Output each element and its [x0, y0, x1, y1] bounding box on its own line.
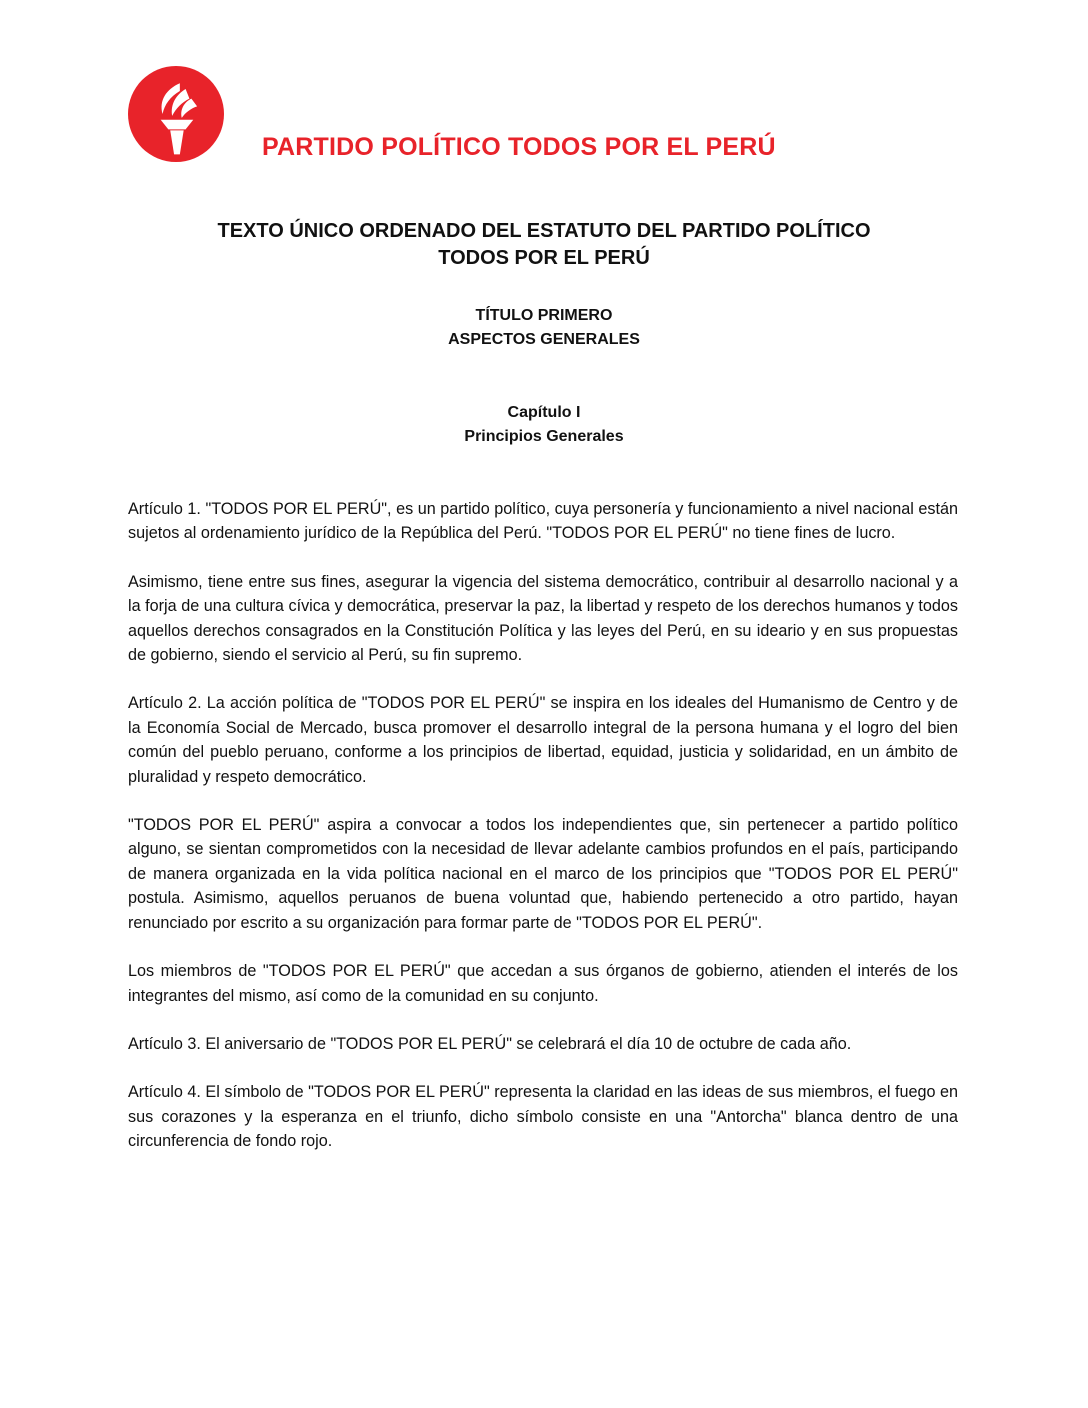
articulo-2-paragraph: Artículo 2. La acción política de "TODOS POR EL PERÚ" se inspira en los ideales del Humanismo de Centro y de la Economía Social de Mercado, busca promover el desarrollo integral de la persona humana y el logro del bien común del pueblo peruano, conforme a los principios de libertad, equidad, justicia y solidaridad, en un ámbito de pluralidad y respeto democrático.	[128, 694, 958, 786]
party-title: PARTIDO POLÍTICO TODOS POR EL PERÚ	[262, 133, 776, 161]
document-body	[128, 497, 958, 1178]
titulo-heading	[0, 304, 1088, 352]
capitulo-heading-line-2: Principios Generales	[464, 428, 624, 445]
independientes-paragraph: "TODOS POR EL PERÚ" aspira a convocar a todos los independientes que, sin pertenecer a partido político alguno, se sientan comprometidos con la necesidad de llevar adelante cambios profundos en el país, participando de manera organizada en la vida política nacional en el marco de los principios que "TODOS POR EL PERÚ" postula. Asimismo, aquellos peruanos de buena voluntad que, habiendo pertenecido a otro partido, hayan renunciado por escrito a su organización para formar parte de "TODOS POR EL PERÚ".	[128, 816, 958, 932]
document-title-line-2: TODOS POR EL PERÚ	[438, 247, 650, 269]
document-title-line-1: TEXTO ÚNICO ORDENADO DEL ESTATUTO DEL PARTIDO POLÍTICO	[217, 220, 871, 242]
capitulo-heading	[0, 401, 1088, 449]
miembros-paragraph: Los miembros de "TODOS POR EL PERÚ" que accedan a sus órganos de gobierno, atienden el interés de los integrantes del mismo, así como de la comunidad en su conjunto.	[128, 962, 958, 1005]
capitulo-heading-line-1: Capítulo I	[507, 404, 581, 421]
fines-paragraph: Asimismo, tiene entre sus fines, asegurar la vigencia del sistema democrático, contribuir al desarrollo nacional y a la forja de una cultura cívica y democrática, preservar la paz, la libertad y respeto de los derechos humanos y todos aquellos derechos consagrados en la Constitución Política y las leyes del Perú, en su ideario y en sus propuestas de gobierno, siendo el servicio al Perú, su fin supremo.	[128, 572, 958, 665]
titulo-heading-line-2: ASPECTOS GENERALES	[448, 331, 640, 348]
articulo-1-paragraph: Artículo 1. "TODOS POR EL PERÚ", es un partido político, cuya personería y funcionamiento a nivel nacional están sujetos al ordenamiento jurídico de la República del Perú. "TODOS POR EL PERÚ" no tiene fines de lucro.	[128, 500, 958, 543]
document-title	[0, 218, 1088, 272]
torch-logo-icon	[128, 66, 224, 162]
articulo-3-paragraph: Artículo 3. El aniversario de "TODOS POR EL PERÚ" se celebrará el día 10 de octubre de cada año.	[128, 1034, 852, 1053]
titulo-heading-line-1: TÍTULO PRIMERO	[475, 307, 613, 324]
articulo-4-paragraph: Artículo 4. El símbolo de "TODOS POR EL PERÚ" representa la claridad en las ideas de sus miembros, el fuego en sus corazones y la esperanza en el triunfo, dicho símbolo consiste en una "Antorcha" blanca dentro de una circunferencia de fondo rojo.	[128, 1083, 958, 1151]
